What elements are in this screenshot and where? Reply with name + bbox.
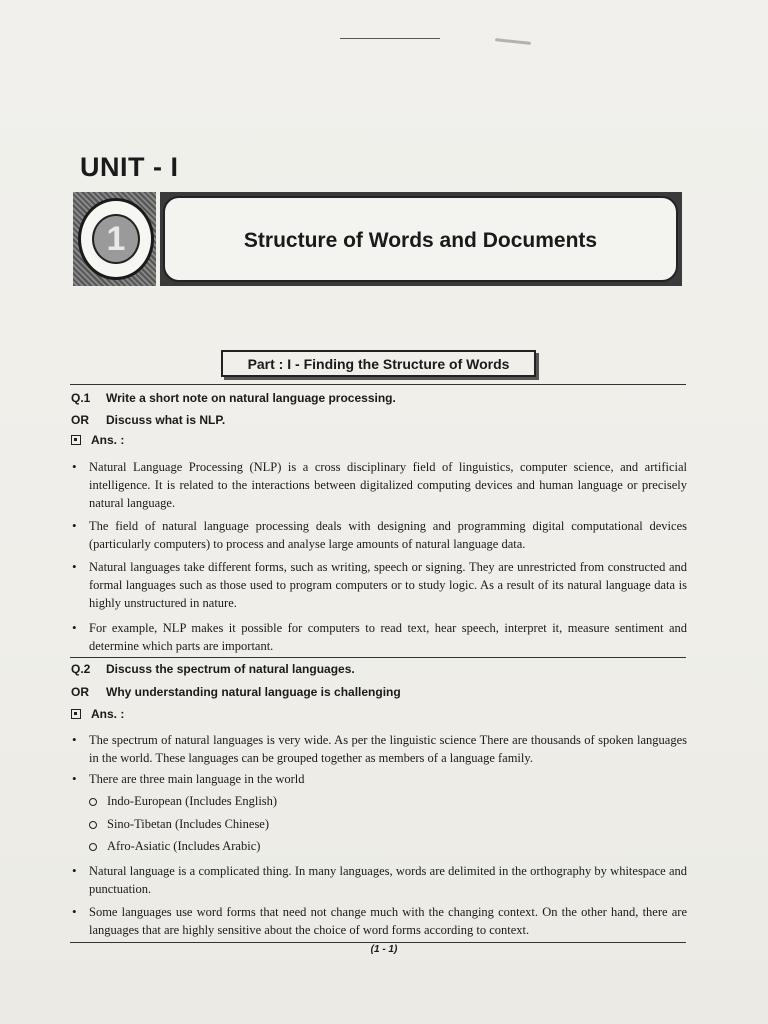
q1-ans-text: Ans. : [91, 433, 125, 447]
top-rule [340, 38, 440, 39]
q2-point-2: • There are three main language in the world [89, 770, 687, 788]
chapter-title: Structure of Words and Documents [243, 229, 598, 252]
circle-bullet-icon [89, 821, 97, 829]
q2-ans-text: Ans. : [91, 707, 125, 721]
unit-label: UNIT - I [80, 152, 179, 182]
chapter-title-box [163, 196, 678, 282]
q1-alt-question [71, 413, 225, 427]
q1-answer-label [71, 433, 124, 447]
scan-mark [495, 38, 531, 45]
circle-bullet-icon [89, 843, 97, 851]
q2-alt-question [71, 685, 401, 699]
language-family-1: Indo-European (Includes English) [107, 794, 278, 808]
q1-point-2: • The field of natural language processing deals with designing and programming digital computational devices (particularly computers) to process and analyse large amounts of natural language data. [89, 517, 687, 553]
part-title: Part : I - Finding the Structure of Words [221, 350, 536, 377]
section-rule [70, 384, 686, 385]
chapter-number: 1 [92, 214, 140, 264]
q1-or-label: OR [71, 413, 89, 427]
q1-question [71, 391, 396, 405]
q2-point-1: • The spectrum of natural languages is very wide. As per the linguistic science There are thousands of spoken languages in the world. These languages can be grouped together as members of a language family. [89, 731, 687, 767]
q2-point-4: • Some languages use word forms that need not change much with the changing context. On the other hand, there are languages that are highly sensitive about the choice of word forms according to context. [89, 903, 687, 939]
page-number: (1 - 1) [370, 944, 398, 955]
answer-box-icon [71, 709, 81, 719]
language-family-3: Afro-Asiatic (Includes Arabic) [107, 839, 261, 853]
q2-answer-label [71, 707, 124, 721]
q2-point-3: • Natural language is a complicated thing. In many languages, words are delimited in the orthography by whitespace and punctuation. [89, 862, 687, 898]
q2-question [71, 662, 355, 676]
circle-bullet-icon [89, 798, 97, 806]
q2-alt-question-text: Why understanding natural language is challenging [106, 685, 401, 699]
q1-point-3: • Natural languages take different forms, such as writing, speech or signing. They are unrestricted from constructed and formal languages such as those used to program computers or to study logic. As a result of its natural language data is highly unstructured in nature. [89, 558, 687, 612]
answer-box-icon [71, 435, 81, 445]
q1-number: Q.1 [71, 391, 91, 405]
q1-point-1: • Natural Language Processing (NLP) is a cross disciplinary field of linguistics, computer science, and artificial intelligence. It is related to the interactions between digitalized computing devices and human language or precisely natural language. [89, 458, 687, 512]
footer-rule [70, 942, 686, 943]
q1-alt-question-text: Discuss what is NLP. [106, 413, 226, 427]
q2-question-text: Discuss the spectrum of natural languages. [106, 662, 355, 676]
q1-point-4: • For example, NLP makes it possible for computers to read text, hear speech, interpret it, measure sentiment and determine which parts are important. [89, 619, 687, 655]
q2-or-label: OR [71, 685, 89, 699]
q1-question-text: Write a short note on natural language processing. [106, 391, 396, 405]
language-family-2: Sino-Tibetan (Includes Chinese) [107, 817, 270, 831]
question-divider [70, 657, 686, 658]
q2-number: Q.2 [71, 662, 91, 676]
